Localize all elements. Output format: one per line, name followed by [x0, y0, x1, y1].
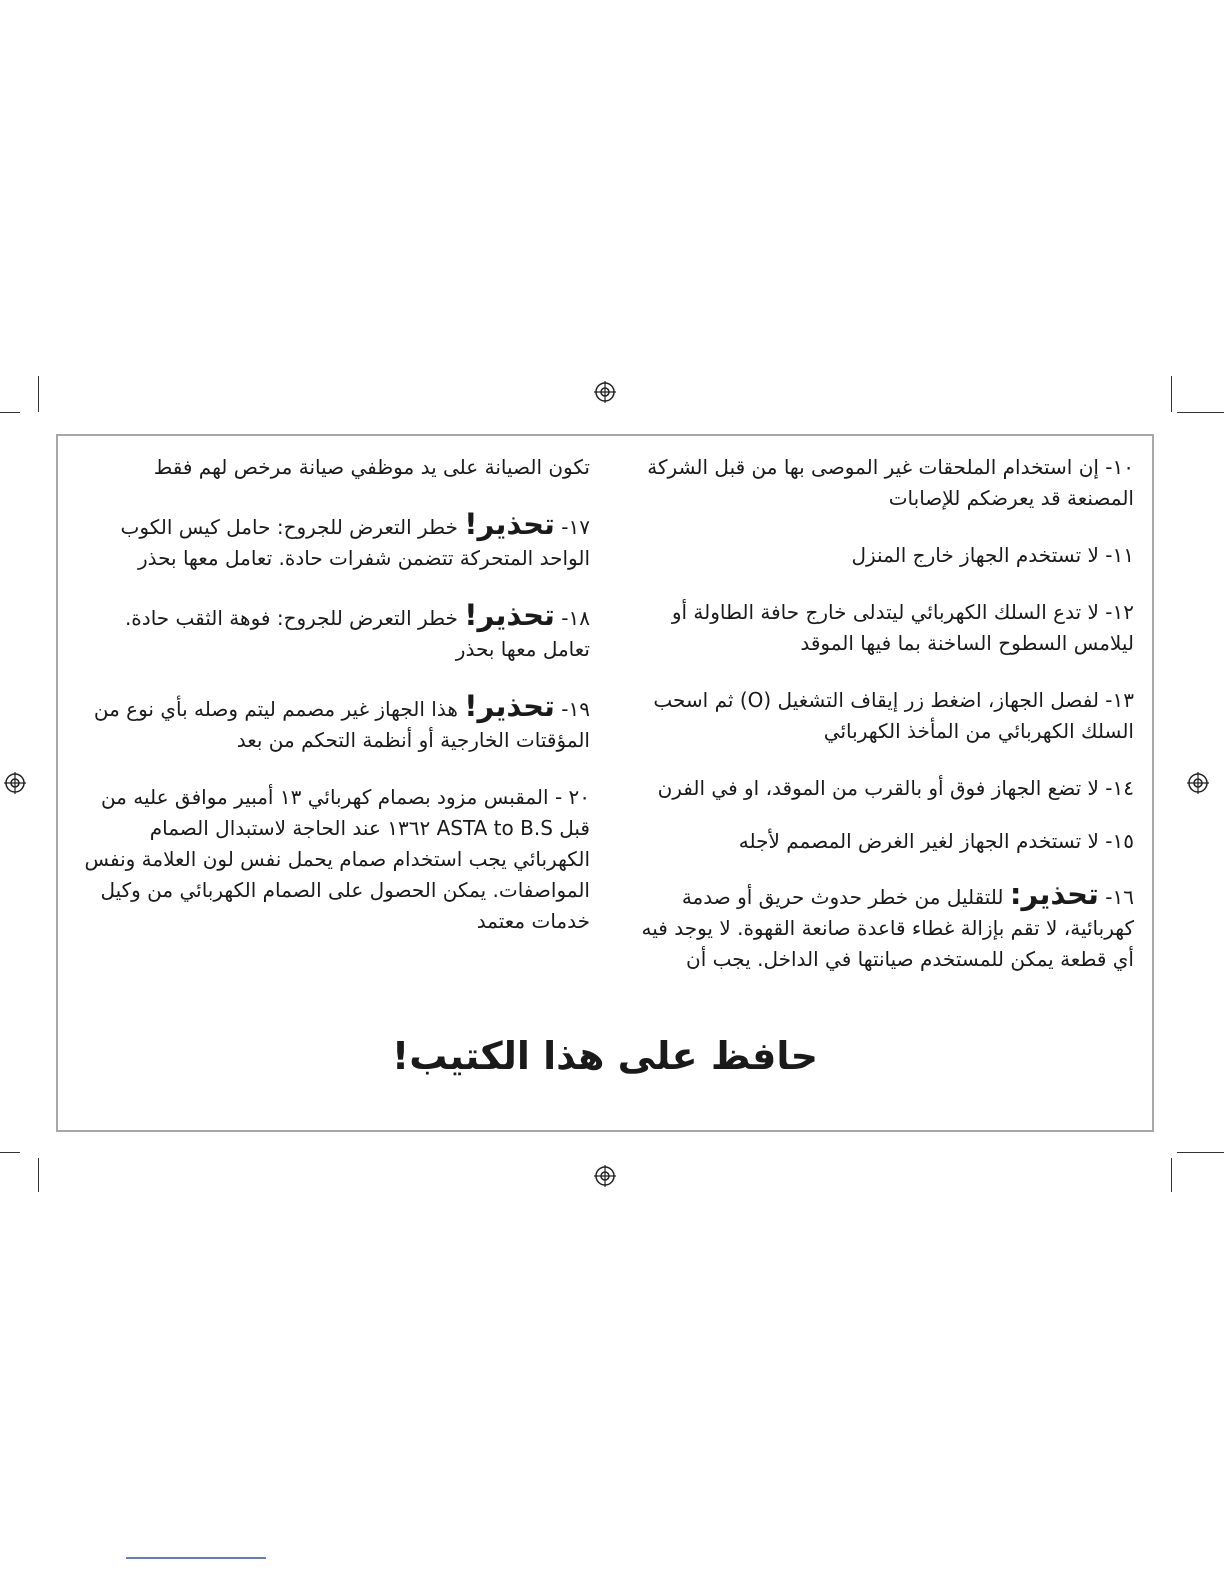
- warning-label: تحذير!: [464, 507, 555, 541]
- page-title: حافظ على هذا الكتيب!: [391, 1034, 819, 1078]
- crop-mark: [1177, 412, 1224, 413]
- instruction-item: ١٩- تحذير! هذا الجهاز غير مصمم ليتم وصله بأي نوع من المؤقتات الخارجية أو أنظمة التحكم من بعد: [93, 689, 590, 752]
- instruction-item: ١٦- تحذير: للتقليل من خطر حدوث حريق أو صدمة كهربائية، لا تقم بإزالة غطاء قاعدة صانعة القهوة. لا يوجد فيه أي قطعة يمكن للمستخدم صيانتها في الداخل. يجب أن: [641, 877, 1134, 971]
- crop-mark: [1171, 376, 1172, 412]
- instruction-item: ١٠- إن استخدام الملحقات غير الموصى بها من قبل الشركة المصنعة قد يعرضكم للإصابات: [647, 455, 1134, 510]
- registration-mark-icon: [1187, 772, 1209, 794]
- crop-mark: [1171, 1158, 1172, 1192]
- crop-mark: [0, 412, 20, 413]
- instructions-panel: [56, 434, 1154, 1132]
- instruction-item: ١٣- لفصل الجهاز، اضغط زر إيقاف التشغيل (O) ثم اسحب السلك الكهربائي من المأخذ الكهربائي: [653, 688, 1134, 743]
- warning-label: تحذير!: [464, 689, 555, 723]
- column-left: [74, 452, 590, 963]
- crop-mark: [0, 1152, 20, 1153]
- crop-mark: [38, 376, 39, 412]
- warning-label: تحذير!: [464, 598, 555, 632]
- instruction-item: ١٥- لا تستخدم الجهاز لغير الغرض المصمم لأجله: [738, 829, 1134, 853]
- instruction-item: ١٨- تحذير! خطر التعرض للجروح: فوهة الثقب حادة. تعامل معها بحذر: [124, 598, 590, 661]
- column-right: [622, 452, 1134, 1001]
- instruction-item: ١٧- تحذير! خطر التعرض للجروح: حامل كيس الكوب الواحد المتحركة تتضمن شفرات حادة. تعامل معها بحذر: [120, 507, 590, 570]
- registration-mark-icon: [594, 381, 616, 403]
- crop-mark: [38, 1158, 39, 1192]
- footer-underline: [126, 1557, 266, 1559]
- instruction-item: ١١- لا تستخدم الجهاز خارج المنزل: [851, 543, 1134, 567]
- instruction-item: ١٤- لا تضع الجهاز فوق أو بالقرب من الموقد، او في الفرن: [657, 776, 1134, 800]
- instruction-item: تكون الصيانة على يد موظفي صيانة مرخص لهم فقط: [153, 455, 590, 479]
- registration-mark-icon: [4, 772, 26, 794]
- registration-mark-icon: [594, 1165, 616, 1187]
- crop-mark: [1177, 1152, 1224, 1153]
- warning-label: تحذير:: [1009, 877, 1099, 911]
- instruction-item: ١٢- لا تدع السلك الكهربائي ليتدلى خارج حافة الطاولة أو ليلامس السطوح الساخنة بما فيها الموقد: [671, 600, 1134, 655]
- instruction-item: ٢٠ - المقبس مزود بصمام كهربائي ١٣ أمبير موافق عليه من قبل ASTA to B.S ١٣٦٢ عند الحاجة لاستبدال الصمام الكهربائي يجب استخدام صمام يحمل نفس لون العلامة ونفس المواصفات. يمكن الحصول على الصمام الكهربائي من وكيل خدمات معتمد: [84, 785, 590, 933]
